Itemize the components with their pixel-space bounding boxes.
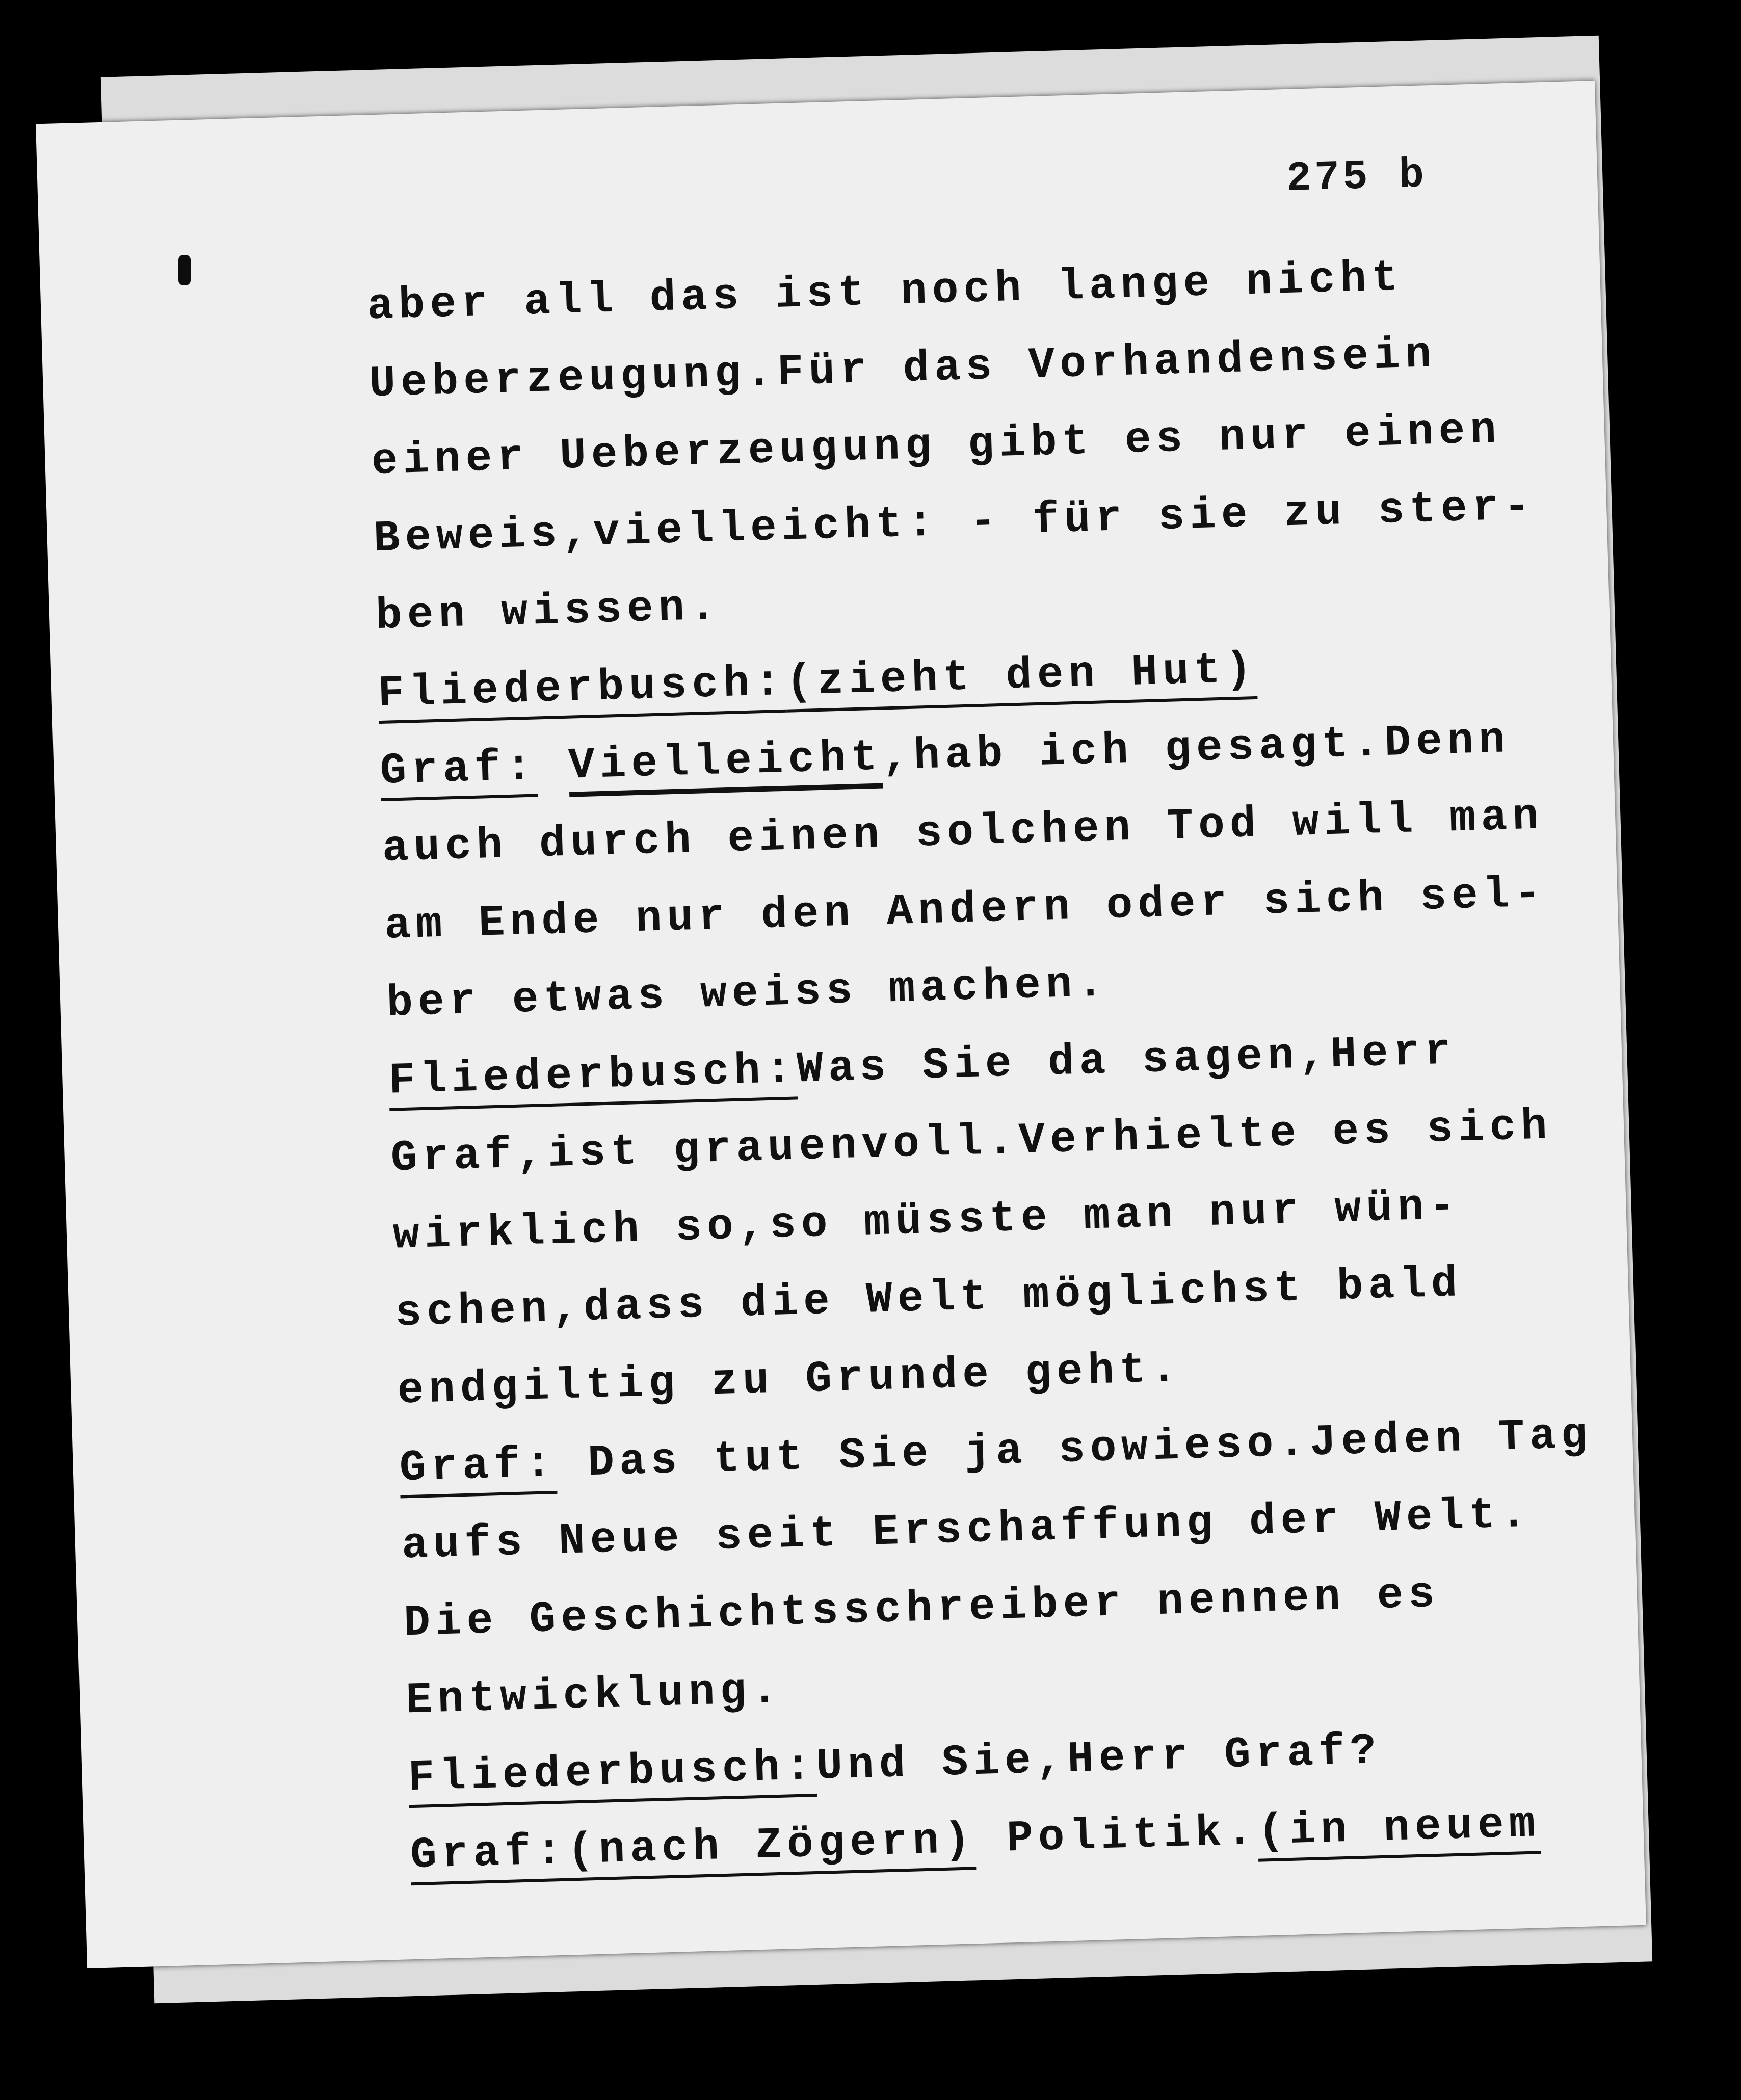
stage-direction: (nach Zögern) xyxy=(567,1815,977,1881)
document-page xyxy=(36,81,1646,1968)
speaker-name: Graf: xyxy=(399,1439,558,1499)
speaker-name: Fliederbusch: xyxy=(388,1044,798,1111)
line-text: am Ende nur den Andern oder sich sel- xyxy=(383,869,1547,951)
emphasized-word: Vielleicht xyxy=(568,732,883,797)
line-text: ,hab ich gesagt.Denn xyxy=(881,715,1511,782)
line-text: Die Geschichtsschreiber nennen es xyxy=(403,1569,1441,1648)
speaker-name: Graf: xyxy=(410,1826,568,1886)
typescript-body xyxy=(366,235,1593,1894)
line-text: wirklich so,so müsste man nur wün- xyxy=(392,1181,1461,1261)
edge-ink-mark xyxy=(178,255,191,285)
line-text: aber all das ist noch lange nicht xyxy=(366,252,1404,332)
speaker-name: Graf: xyxy=(379,742,538,801)
line-text: Graf,ist grauenvoll.Verhielte es sich xyxy=(390,1101,1553,1184)
line-text: ber etwas weiss machen. xyxy=(386,958,1110,1029)
line-text: Das tut Sie ja sowieso.Jeden Tag xyxy=(587,1410,1593,1488)
line-text: Entwicklung. xyxy=(405,1665,784,1726)
line-text: Und Sie,Herr Graf? xyxy=(815,1725,1382,1792)
speaker-name: Fliederbusch: xyxy=(377,658,787,724)
line-text: Ueberzeugung.Für das Vorhandensein xyxy=(368,329,1437,409)
page-number: 275 b xyxy=(1285,151,1428,203)
line-text: endgiltig zu Grunde geht. xyxy=(397,1344,1183,1416)
line-text: aufs Neue seit Erschaffung der Welt. xyxy=(401,1489,1533,1571)
line-text: auch durch einen solchen Tod will man xyxy=(381,791,1545,874)
line-text: Beweis,vielleicht: - für sie zu ster- xyxy=(373,481,1536,564)
stage-direction: (zieht den Hut) xyxy=(785,644,1258,713)
line-text: Politik. xyxy=(1006,1806,1259,1864)
line-text: einer Ueberzeugung gibt es nur einen xyxy=(371,405,1502,487)
stage-direction: (in neuem xyxy=(1257,1799,1541,1861)
speaker-name: Fliederbusch: xyxy=(408,1742,817,1808)
line-text: ben wissen. xyxy=(375,582,722,642)
line-text: schen,dass die Welt möglichst bald xyxy=(394,1258,1463,1338)
line-text: Was Sie da sagen,Herr xyxy=(796,1026,1457,1095)
